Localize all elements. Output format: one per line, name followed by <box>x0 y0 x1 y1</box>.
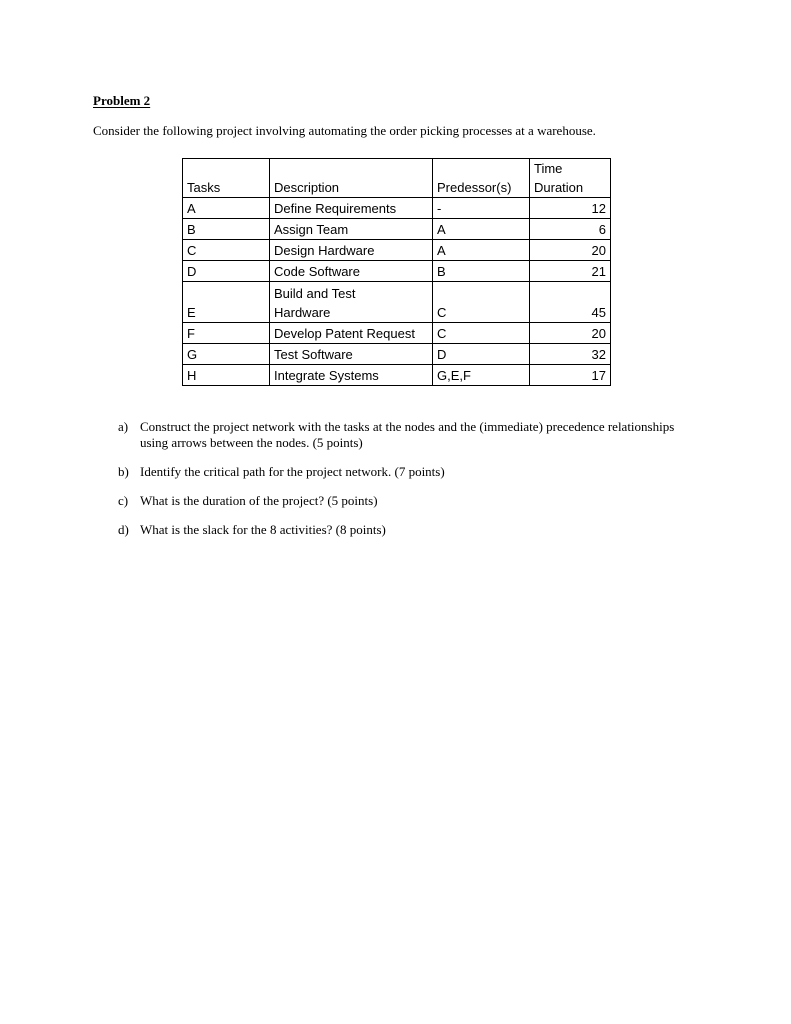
problem-heading: Problem 2 <box>93 93 151 108</box>
table-row <box>183 344 611 365</box>
question-item <box>118 464 678 480</box>
task-description: Design Hardware <box>270 240 433 261</box>
task-description <box>270 282 433 323</box>
task-predecessors: A <box>433 240 530 261</box>
task-predecessors: G,E,F <box>433 365 530 386</box>
task-predecessors: C <box>433 282 530 323</box>
task-description-line1: Build and Test <box>274 286 356 301</box>
question-item <box>118 493 678 509</box>
task-duration: 32 <box>530 344 611 365</box>
task-description: Test Software <box>270 344 433 365</box>
header-time: Time <box>534 161 563 176</box>
table-row <box>183 323 611 344</box>
task-id: D <box>183 261 270 282</box>
question-label: b) <box>118 464 129 479</box>
header-time-duration <box>530 159 611 198</box>
task-id: H <box>183 365 270 386</box>
question-item <box>118 522 678 538</box>
task-description: Code Software <box>270 261 433 282</box>
task-description: Define Requirements <box>270 198 433 219</box>
table-row <box>183 240 611 261</box>
question-label: d) <box>118 522 129 537</box>
task-duration: 45 <box>530 282 611 323</box>
problem-intro: Consider the following project involving automating the order picking processes at a warehouse. <box>93 123 596 138</box>
task-description: Assign Team <box>270 219 433 240</box>
task-id: A <box>183 198 270 219</box>
header-duration: Duration <box>534 180 584 195</box>
table-row <box>183 219 611 240</box>
task-duration: 6 <box>530 219 611 240</box>
task-id: E <box>183 282 270 323</box>
task-duration: 17 <box>530 365 611 386</box>
question-item <box>118 419 678 451</box>
table-row <box>183 365 611 386</box>
task-description: Develop Patent Request <box>270 323 433 344</box>
task-id: G <box>183 344 270 365</box>
task-predecessors: D <box>433 344 530 365</box>
table-row <box>183 282 611 323</box>
question-label: c) <box>118 493 129 508</box>
question-text: What is the slack for the 8 activities? (8 points) <box>140 522 386 537</box>
header-description: Description <box>270 159 433 198</box>
task-id: B <box>183 219 270 240</box>
task-description-line2: Hardware <box>274 305 331 320</box>
question-text: Construct the project network with the tasks at the nodes and the (immediate) precedence relationships using arrows between the nodes. (5 points) <box>140 419 675 450</box>
question-text: What is the duration of the project? (5 points) <box>140 493 378 508</box>
task-description: Integrate Systems <box>270 365 433 386</box>
task-id: F <box>183 323 270 344</box>
task-duration: 12 <box>530 198 611 219</box>
task-predecessors: - <box>433 198 530 219</box>
task-predecessors: C <box>433 323 530 344</box>
task-id: C <box>183 240 270 261</box>
task-predecessors: B <box>433 261 530 282</box>
table-row <box>183 198 611 219</box>
task-predecessors: A <box>433 219 530 240</box>
task-table <box>182 158 611 386</box>
question-list <box>118 419 678 551</box>
question-label: a) <box>118 419 129 434</box>
task-duration: 20 <box>530 240 611 261</box>
question-text: Identify the critical path for the project network. (7 points) <box>140 464 445 479</box>
task-duration: 20 <box>530 323 611 344</box>
header-tasks: Tasks <box>183 159 270 198</box>
table-header-row <box>183 159 611 198</box>
task-duration: 21 <box>530 261 611 282</box>
table-row <box>183 261 611 282</box>
header-predecessors: Predessor(s) <box>433 159 530 198</box>
